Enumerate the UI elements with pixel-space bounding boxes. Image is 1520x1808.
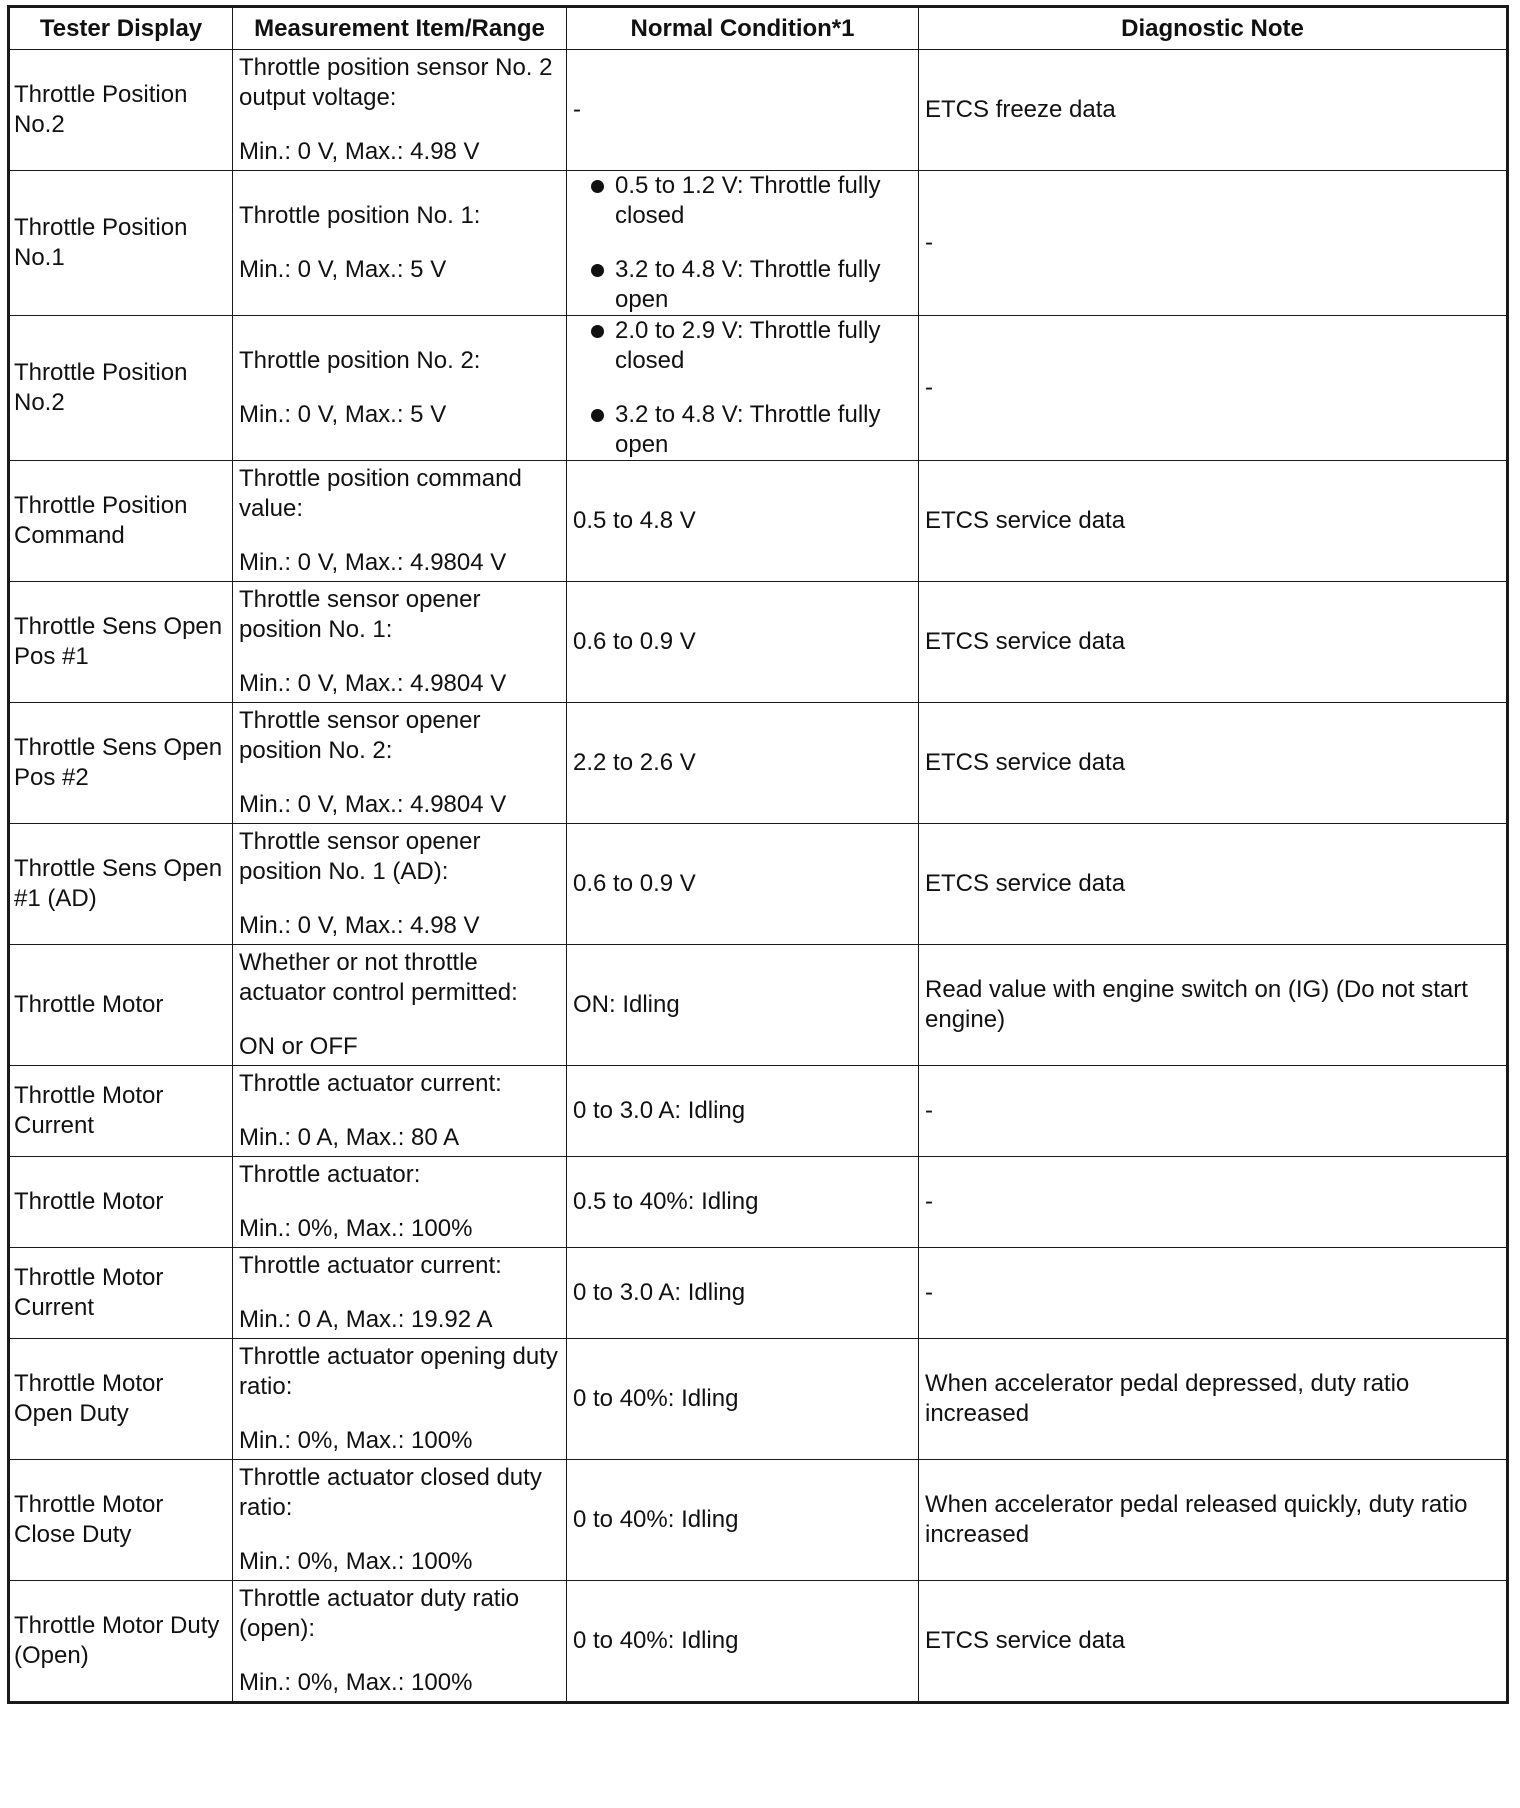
measurement-label: Throttle position sensor No. 2 output voltage: (239, 54, 553, 111)
measurement-label: Throttle sensor opener position No. 1: (239, 586, 481, 643)
normal-condition-text: 0 to 3.0 A: Idling (573, 1279, 746, 1306)
list-item (573, 400, 912, 460)
cell-normal-condition (567, 1248, 919, 1339)
measurement-label: Throttle position No. 1: (239, 202, 481, 229)
measurement-label: Throttle sensor opener position No. 2: (239, 707, 481, 764)
table-row (9, 461, 1508, 582)
normal-condition-text: 3.2 to 4.8 V: Throttle fully open (615, 256, 881, 313)
cell-tester-display: Throttle Motor Open Duty (9, 1339, 233, 1460)
cell-measurement-item (233, 1339, 567, 1460)
measurement-label: Throttle position command value: (239, 465, 522, 522)
cell-measurement-item (233, 582, 567, 703)
measurement-range: Min.: 0 V, Max.: 4.9804 V (239, 670, 507, 697)
cell-normal-condition (567, 461, 919, 582)
table-row (9, 582, 1508, 703)
cell-normal-condition (567, 1066, 919, 1157)
table-row (9, 316, 1508, 461)
bullet-icon (591, 325, 604, 338)
cell-measurement-item (233, 1066, 567, 1157)
normal-condition-text: 0 to 40%: Idling (573, 1627, 739, 1654)
cell-normal-condition (567, 316, 919, 461)
header-row (9, 7, 1508, 50)
bullet-icon (591, 409, 604, 422)
header-diagnostic-note: Diagnostic Note (919, 7, 1508, 50)
cell-diagnostic-note: - (919, 1157, 1508, 1248)
cell-tester-display: Throttle Position No.2 (9, 50, 233, 171)
cell-measurement-item (233, 1460, 567, 1581)
cell-normal-condition (567, 582, 919, 703)
cell-tester-display: Throttle Sens Open #1 (AD) (9, 824, 233, 945)
cell-diagnostic-note: ETCS service data (919, 824, 1508, 945)
cell-tester-display: Throttle Motor Close Duty (9, 1460, 233, 1581)
cell-diagnostic-note: - (919, 1066, 1508, 1157)
measurement-range: Min.: 0%, Max.: 100% (239, 1548, 473, 1575)
cell-tester-display: Throttle Motor (9, 945, 233, 1066)
cell-diagnostic-note: ETCS service data (919, 1581, 1508, 1703)
measurement-range: Min.: 0 V, Max.: 4.98 V (239, 138, 480, 165)
normal-condition-text: 0.5 to 4.8 V (573, 507, 696, 534)
measurement-range: Min.: 0%, Max.: 100% (239, 1215, 473, 1242)
cell-measurement-item (233, 50, 567, 171)
cell-diagnostic-note: - (919, 316, 1508, 461)
cell-measurement-item (233, 461, 567, 582)
cell-measurement-item (233, 945, 567, 1066)
cell-measurement-item (233, 1248, 567, 1339)
table-row (9, 1581, 1508, 1703)
measurement-range: Min.: 0 V, Max.: 4.9804 V (239, 549, 507, 576)
cell-tester-display: Throttle Sens Open Pos #1 (9, 582, 233, 703)
cell-normal-condition (567, 824, 919, 945)
bullet-icon (591, 180, 604, 193)
cell-normal-condition (567, 945, 919, 1066)
cell-normal-condition (567, 50, 919, 171)
list-item (573, 316, 912, 376)
cell-diagnostic-note: When accelerator pedal depressed, duty ratio increased (919, 1339, 1508, 1460)
list-item (573, 171, 912, 231)
measurement-label: Throttle actuator: (239, 1161, 421, 1188)
cell-diagnostic-note: ETCS service data (919, 703, 1508, 824)
table-body (9, 50, 1508, 1703)
normal-condition-text: 0 to 40%: Idling (573, 1385, 739, 1412)
table-row (9, 1157, 1508, 1248)
normal-condition-text: 0.6 to 0.9 V (573, 870, 696, 897)
table-row (9, 1339, 1508, 1460)
normal-condition-text: 0.6 to 0.9 V (573, 628, 696, 655)
measurement-range: Min.: 0%, Max.: 100% (239, 1669, 473, 1696)
measurement-range: ON or OFF (239, 1033, 358, 1060)
cell-normal-condition (567, 1157, 919, 1248)
cell-diagnostic-note: ETCS service data (919, 582, 1508, 703)
normal-condition-list (573, 171, 912, 315)
cell-tester-display: Throttle Position No.1 (9, 171, 233, 316)
cell-measurement-item (233, 316, 567, 461)
header-tester-display: Tester Display (9, 7, 233, 50)
cell-measurement-item (233, 171, 567, 316)
cell-tester-display: Throttle Motor Duty (Open) (9, 1581, 233, 1703)
table-row (9, 703, 1508, 824)
measurement-label: Throttle position No. 2: (239, 347, 481, 374)
cell-diagnostic-note: - (919, 1248, 1508, 1339)
cell-tester-display: Throttle Sens Open Pos #2 (9, 703, 233, 824)
normal-condition-list (573, 316, 912, 460)
measurement-range: Min.: 0 V, Max.: 5 V (239, 401, 447, 428)
measurement-label: Throttle actuator closed duty ratio: (239, 1464, 542, 1521)
cell-measurement-item (233, 824, 567, 945)
bullet-icon (591, 264, 604, 277)
cell-diagnostic-note: When accelerator pedal released quickly, duty ratio increased (919, 1460, 1508, 1581)
cell-normal-condition (567, 171, 919, 316)
normal-condition-text: 0.5 to 1.2 V: Throttle fully closed (615, 172, 881, 229)
table-row (9, 945, 1508, 1066)
measurement-range: Min.: 0 A, Max.: 80 A (239, 1124, 460, 1151)
measurement-range: Min.: 0 V, Max.: 5 V (239, 256, 447, 283)
cell-normal-condition (567, 1339, 919, 1460)
cell-measurement-item (233, 703, 567, 824)
table-row (9, 1066, 1508, 1157)
normal-condition-text: 0 to 3.0 A: Idling (573, 1097, 746, 1124)
normal-condition-text: ON: Idling (573, 991, 680, 1018)
cell-tester-display: Throttle Position No.2 (9, 316, 233, 461)
measurement-label: Throttle actuator current: (239, 1070, 502, 1097)
data-list-table (7, 5, 1509, 1704)
cell-diagnostic-note: Read value with engine switch on (IG) (Do not start engine) (919, 945, 1508, 1066)
measurement-label: Throttle actuator opening duty ratio: (239, 1343, 558, 1400)
cell-diagnostic-note: ETCS freeze data (919, 50, 1508, 171)
cell-normal-condition (567, 1460, 919, 1581)
table-row (9, 1460, 1508, 1581)
cell-diagnostic-note: - (919, 171, 1508, 316)
cell-tester-display: Throttle Motor Current (9, 1066, 233, 1157)
measurement-label: Whether or not throttle actuator control permitted: (239, 949, 518, 1006)
table-row (9, 1248, 1508, 1339)
cell-measurement-item (233, 1157, 567, 1248)
table-row (9, 824, 1508, 945)
header-normal-condition: Normal Condition*1 (567, 7, 919, 50)
cell-diagnostic-note: ETCS service data (919, 461, 1508, 582)
cell-normal-condition (567, 1581, 919, 1703)
measurement-range: Min.: 0 V, Max.: 4.98 V (239, 912, 480, 939)
cell-tester-display: Throttle Position Command (9, 461, 233, 582)
cell-tester-display: Throttle Motor Current (9, 1248, 233, 1339)
measurement-label: Throttle actuator current: (239, 1252, 502, 1279)
normal-condition-text: - (573, 96, 581, 123)
cell-measurement-item (233, 1581, 567, 1703)
measurement-label: Throttle sensor opener position No. 1 (AD): (239, 828, 481, 885)
normal-condition-text: 2.2 to 2.6 V (573, 749, 696, 776)
cell-tester-display: Throttle Motor (9, 1157, 233, 1248)
measurement-range: Min.: 0 A, Max.: 19.92 A (239, 1306, 493, 1333)
normal-condition-text: 2.0 to 2.9 V: Throttle fully closed (615, 317, 881, 374)
normal-condition-text: 0.5 to 40%: Idling (573, 1188, 759, 1215)
header-measurement-item: Measurement Item/Range (233, 7, 567, 50)
measurement-range: Min.: 0%, Max.: 100% (239, 1427, 473, 1454)
table-row (9, 171, 1508, 316)
normal-condition-text: 3.2 to 4.8 V: Throttle fully open (615, 401, 881, 458)
measurement-label: Throttle actuator duty ratio (open): (239, 1585, 520, 1642)
list-item (573, 255, 912, 315)
cell-normal-condition (567, 703, 919, 824)
normal-condition-text: 0 to 40%: Idling (573, 1506, 739, 1533)
measurement-range: Min.: 0 V, Max.: 4.9804 V (239, 791, 507, 818)
table-row (9, 50, 1508, 171)
data-list-sheet (7, 5, 1506, 1704)
